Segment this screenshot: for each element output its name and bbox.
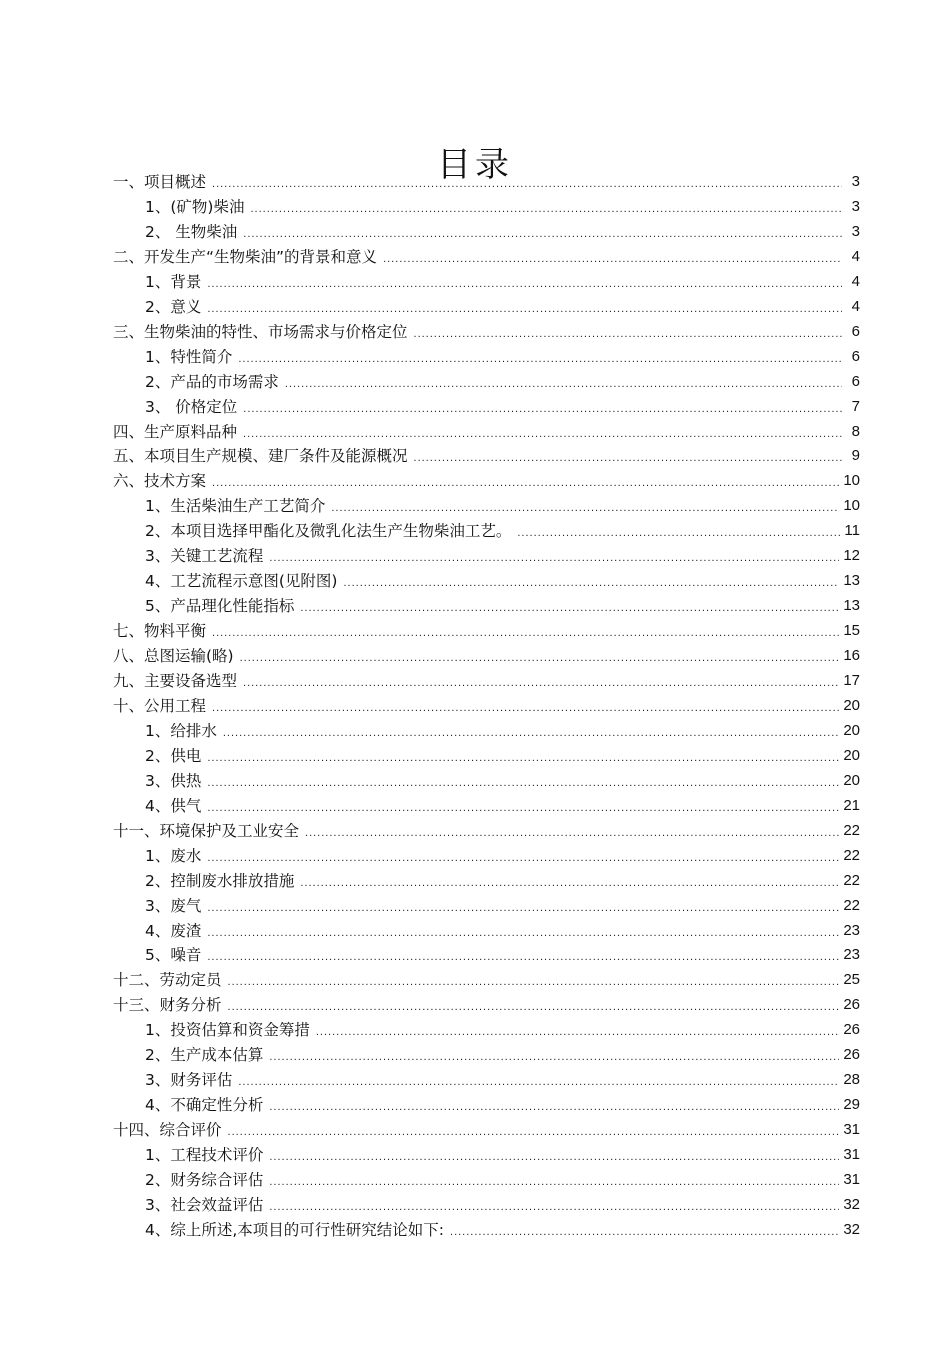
toc-entry-label: 2、控制废水排放措施 — [145, 871, 295, 890]
toc-entry-label: 1、(矿物)柴油 — [145, 197, 245, 216]
toc-entry[interactable] — [113, 467, 860, 491]
toc-leader-dots — [269, 550, 839, 566]
toc-entry-label: 5、产品理化性能指标 — [145, 597, 295, 616]
toc-entry-page-number: 8 — [851, 422, 860, 440]
toc-leader-dots — [243, 226, 842, 242]
toc-leader-dots — [207, 301, 842, 317]
toc-entry-label: 1、给排水 — [145, 721, 217, 740]
toc-entry-page-number: 10 — [843, 472, 860, 490]
toc-entry-page-number: 6 — [851, 347, 860, 365]
toc-leader-dots — [300, 600, 839, 616]
toc-entry-label: 四、生产原料品种 — [113, 422, 238, 441]
toc-leader-dots — [212, 475, 839, 491]
toc-entry-label: 3、供热 — [145, 771, 202, 790]
toc-leader-dots — [243, 426, 842, 442]
toc-entry-label: 4、不确定性分析 — [145, 1096, 264, 1115]
toc-entry-page-number: 12 — [843, 547, 860, 565]
toc-entry-page-number: 9 — [851, 447, 860, 465]
toc-leader-dots — [212, 625, 839, 641]
toc-entry-label: 六、技术方案 — [113, 472, 207, 491]
toc-leader-dots — [207, 900, 839, 916]
toc-entry-page-number: 32 — [843, 1195, 860, 1213]
toc-leader-dots — [223, 725, 839, 741]
toc-entry-page-number: 31 — [843, 1121, 860, 1139]
page-title: 目录 — [437, 144, 513, 185]
toc-leader-dots — [383, 251, 842, 267]
toc-leader-dots — [207, 925, 839, 941]
toc-entry-page-number: 4 — [851, 297, 860, 315]
toc-entry[interactable] — [145, 1041, 860, 1065]
toc-entry-label: 七、物料平衡 — [113, 622, 207, 641]
toc-entry-page-number: 22 — [843, 846, 860, 864]
toc-entry-label: 二、开发生产“生物柴油”的背景和意义 — [113, 247, 378, 266]
toc-entry-page-number: 31 — [843, 1146, 860, 1164]
toc-entry[interactable] — [145, 742, 860, 766]
toc-leader-dots — [517, 525, 840, 541]
toc-entry[interactable] — [145, 1141, 860, 1165]
toc-entry-label: 1、生活柴油生产工艺简介 — [145, 497, 326, 516]
toc-entry[interactable] — [113, 991, 860, 1015]
toc-entry[interactable] — [145, 542, 860, 566]
toc-entry-label: 八、总图运输(略) — [113, 647, 234, 666]
toc-entry[interactable] — [145, 1016, 860, 1040]
toc-entry-page-number: 7 — [851, 397, 860, 415]
toc-leader-dots — [305, 825, 839, 841]
toc-entry[interactable] — [113, 318, 860, 342]
toc-leader-dots — [269, 1199, 839, 1215]
toc-entry-page-number: 26 — [843, 1021, 860, 1039]
toc-entry[interactable] — [145, 717, 860, 741]
toc-entry-page-number: 3 — [851, 197, 860, 215]
toc-entry-label: 4、工艺流程示意图(见附图) — [145, 572, 338, 591]
toc-leader-dots — [300, 875, 839, 891]
toc-entry-label: 三、生物柴油的特性、市场需求与价格定位 — [113, 322, 408, 341]
toc-entry[interactable] — [113, 642, 860, 666]
toc-entry[interactable] — [145, 218, 860, 242]
toc-entry[interactable] — [145, 393, 860, 417]
toc-entry[interactable] — [145, 293, 860, 317]
toc-entry-page-number: 3 — [851, 222, 860, 240]
toc-leader-dots — [414, 326, 842, 342]
toc-entry-page-number: 21 — [843, 796, 860, 814]
toc-entry[interactable] — [145, 1216, 860, 1240]
toc-entry[interactable] — [145, 917, 860, 941]
toc-entry-page-number: 11 — [844, 522, 860, 540]
toc-entry-label: 1、工程技术评价 — [145, 1146, 264, 1165]
toc-leader-dots — [343, 575, 839, 591]
toc-entry[interactable] — [113, 617, 860, 641]
toc-entry[interactable] — [145, 842, 860, 866]
toc-entry[interactable] — [145, 368, 860, 392]
toc-entry-label: 五、本项目生产规模、建厂条件及能源概况 — [113, 447, 408, 466]
toc-entry-label: 十一、环境保护及工业安全 — [113, 821, 300, 840]
toc-leader-dots — [207, 850, 839, 866]
toc-entry[interactable] — [113, 1116, 860, 1140]
toc-entry-label: 2、财务综合评估 — [145, 1171, 264, 1189]
toc-entry[interactable] — [145, 941, 860, 965]
toc-entry[interactable] — [145, 268, 860, 292]
toc-entry-page-number: 13 — [843, 597, 860, 615]
toc-entry-page-number: 22 — [843, 871, 860, 889]
toc-entry[interactable] — [113, 817, 860, 841]
toc-leader-dots — [207, 949, 839, 965]
toc-entry-label: 3、 价格定位 — [145, 397, 238, 416]
toc-leader-dots — [331, 500, 839, 516]
toc-entry[interactable] — [145, 867, 860, 891]
toc-entry-label: 2、意义 — [145, 297, 202, 316]
toc-entry-label: 十三、财务分析 — [113, 996, 222, 1015]
toc-entry[interactable] — [145, 892, 860, 916]
toc-entry-label: 4、废渣 — [145, 921, 202, 940]
toc-entry-label: 4、供气 — [145, 796, 202, 815]
toc-entry-page-number: 16 — [843, 647, 860, 665]
toc-entry-page-number: 4 — [851, 247, 860, 265]
toc-entry-page-number: 26 — [843, 1046, 860, 1064]
toc-leader-dots — [450, 1224, 839, 1240]
toc-entry-label: 1、废水 — [145, 846, 202, 865]
toc-entry-page-number: 23 — [843, 946, 860, 964]
toc-entry-page-number: 32 — [843, 1220, 860, 1238]
toc-entry-page-number: 28 — [843, 1071, 860, 1089]
toc-leader-dots — [212, 700, 839, 716]
toc-entry[interactable] — [113, 442, 860, 466]
toc-leader-dots — [228, 974, 840, 990]
toc-leader-dots — [207, 775, 839, 791]
toc-entry-page-number: 20 — [843, 696, 860, 714]
toc-leader-dots — [414, 450, 842, 466]
toc-leader-dots — [240, 650, 840, 666]
toc-entry[interactable] — [113, 692, 860, 716]
toc-entry-label: 十四、综合评价 — [113, 1121, 222, 1140]
toc-entry-label: 十、公用工程 — [113, 696, 207, 715]
toc-entry-page-number: 29 — [843, 1096, 860, 1114]
toc-entry-page-number: 13 — [843, 572, 860, 590]
toc-entry[interactable] — [145, 792, 860, 816]
toc-entry-label: 2、本项目选择甲酯化及微乳化法生产生物柴油工艺。 — [145, 522, 512, 541]
toc-entry-page-number: 4 — [851, 272, 860, 290]
toc-leader-dots — [238, 351, 842, 367]
toc-entry-page-number: 20 — [843, 721, 860, 739]
toc-entry-page-number: 6 — [851, 372, 860, 390]
toc-entry[interactable] — [145, 343, 860, 367]
toc-entry-page-number: 31 — [843, 1171, 860, 1188]
toc-entry[interactable] — [145, 767, 860, 791]
toc-leader-dots — [228, 1124, 840, 1140]
toc-entry[interactable] — [113, 966, 860, 990]
toc-leader-dots — [250, 201, 842, 217]
toc-entry[interactable] — [145, 567, 860, 591]
toc-entry-page-number: 20 — [843, 746, 860, 764]
toc-entry[interactable] — [113, 418, 860, 442]
toc-entry[interactable] — [145, 193, 860, 217]
toc-entry-page-number: 15 — [843, 622, 860, 640]
toc-entry-label: 3、关键工艺流程 — [145, 547, 264, 566]
toc-entry[interactable] — [145, 1191, 860, 1215]
toc-entry[interactable] — [145, 1166, 860, 1190]
toc-entry-label: 3、财务评估 — [145, 1071, 233, 1090]
toc-entry-page-number: 26 — [843, 996, 860, 1014]
toc-entry-page-number: 22 — [843, 896, 860, 914]
toc-entry-label: 3、废气 — [145, 896, 202, 915]
toc-entry-label: 2、 生物柴油 — [145, 222, 238, 241]
toc-leader-dots — [316, 1024, 839, 1040]
toc-entry-page-number: 6 — [851, 322, 860, 340]
toc-entry-label: 九、主要设备选型 — [113, 672, 238, 690]
toc-entry[interactable] — [145, 1091, 860, 1115]
toc-entry-label: 2、生产成本估算 — [145, 1046, 264, 1065]
toc-leader-dots — [269, 1049, 839, 1065]
toc-entry-label: 3、社会效益评估 — [145, 1195, 264, 1214]
toc-entry-label: 一、项目概述 — [113, 173, 207, 191]
toc-leader-dots — [285, 376, 842, 392]
toc-leader-dots — [228, 999, 840, 1015]
toc-entry-page-number: 3 — [851, 173, 860, 190]
toc-entry-label: 2、产品的市场需求 — [145, 372, 279, 391]
toc-leader-dots — [207, 750, 839, 766]
toc-leader-dots — [269, 1099, 839, 1115]
toc-entry-page-number: 17 — [843, 672, 860, 689]
toc-leader-dots — [243, 675, 839, 691]
toc-leader-dots — [207, 800, 839, 816]
toc-entry-page-number: 23 — [843, 921, 860, 939]
toc-entry-label: 5、噪音 — [145, 946, 202, 965]
toc-leader-dots — [269, 1149, 839, 1165]
toc-entry-label: 1、投资估算和资金筹措 — [145, 1021, 310, 1040]
toc-entry[interactable] — [113, 667, 860, 691]
toc-entry-label: 4、综上所述,本项目的可行性研究结论如下: — [145, 1220, 445, 1239]
toc-entry[interactable] — [113, 243, 860, 267]
toc-entry-label: 1、背景 — [145, 272, 202, 291]
toc-leader-dots — [238, 1074, 839, 1090]
toc-entry-page-number: 22 — [843, 821, 860, 839]
toc-entry-label: 十二、劳动定员 — [113, 971, 222, 990]
toc-entry[interactable] — [145, 517, 860, 541]
toc-leader-dots — [243, 401, 842, 417]
toc-entry-page-number: 25 — [843, 971, 860, 989]
toc-entry[interactable] — [145, 592, 860, 616]
toc-leader-dots — [207, 276, 842, 292]
toc-entry-page-number: 10 — [843, 497, 860, 515]
toc-entry[interactable] — [145, 492, 860, 516]
toc-entry-label: 1、特性简介 — [145, 347, 233, 366]
toc-entry[interactable] — [145, 1066, 860, 1090]
toc-entry[interactable] — [113, 168, 860, 192]
toc-leader-dots — [269, 1174, 839, 1190]
toc-leader-dots — [212, 176, 842, 192]
toc-entry-label: 2、供电 — [145, 746, 202, 765]
toc-entry-page-number: 20 — [843, 771, 860, 789]
